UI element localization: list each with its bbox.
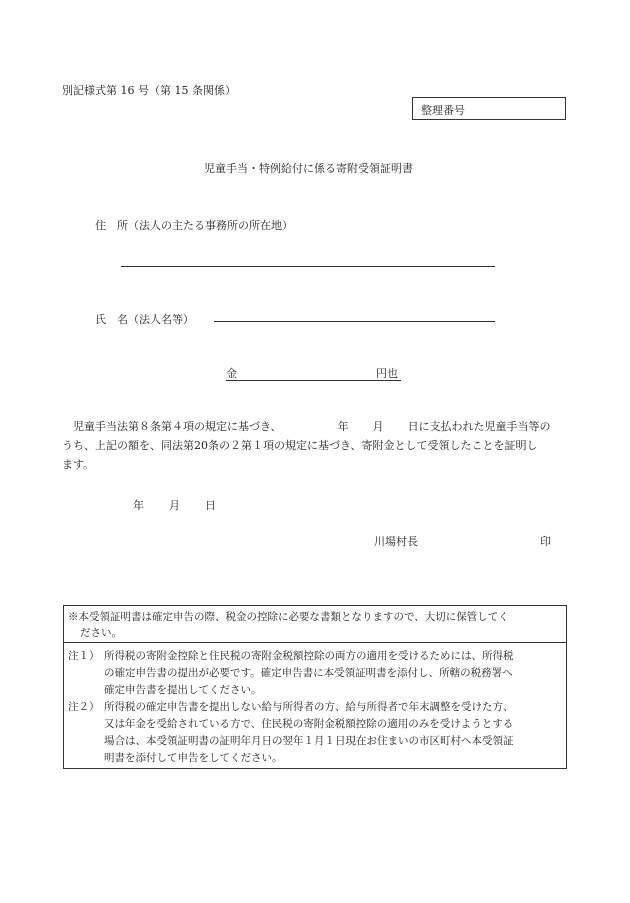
- caution-section: [64, 606, 566, 643]
- document-title: 児童手当・特例給付に係る寄附受領証明書: [204, 162, 413, 175]
- date-year: 年: [133, 499, 144, 512]
- caution-line-2: ださい。: [80, 627, 122, 639]
- certification-line-3: ます。: [62, 458, 95, 471]
- note2-line: 明書を添付して申告をしてください。: [104, 752, 283, 764]
- issuer-name: 川場村長: [374, 535, 418, 548]
- name-label: 氏 名（法人名等）: [95, 313, 194, 326]
- note1-line: 所得税の寄附金控除と住民税の寄附金税額控除の両方の適用を受けるためには、所得税: [104, 650, 514, 662]
- certification-line-1: [62, 417, 568, 436]
- seal-mark: 印: [540, 535, 551, 548]
- note1-label: 注１）: [68, 650, 100, 662]
- certification-line1-start: 児童手当法第８条第４項の規定に基づき、: [73, 420, 282, 433]
- note1-line: の確定申告書の提出が必要です。確定申告書に本受領証明書を添付し、所轄の税務署へ: [104, 667, 513, 679]
- amount-kin: 金: [226, 367, 237, 380]
- name-underline: [214, 321, 495, 322]
- reference-number-box: [412, 97, 566, 120]
- certification-day-suffix: 日に支払われた児童手当等の: [407, 420, 551, 433]
- address-label: 住 所（法人の主たる事務所の所在地）: [95, 219, 293, 232]
- amount-underline: [226, 380, 401, 381]
- note2-line: 場合は、本受領証明書の証明年月日の翌年１月１日現在お住まいの市区町村へ本受領証: [104, 735, 514, 747]
- date-month: 月: [169, 499, 180, 512]
- note1-line: 確定申告書を提出してください。: [104, 684, 262, 696]
- certification-text: [62, 417, 568, 474]
- note2-line: 所得税の確定申告書を提出しない給与所得者の方、給与所得者で年末調整を受けた方、: [104, 701, 514, 713]
- note2-label: 注２）: [68, 701, 100, 713]
- certification-line-2: うち、上記の額を、同法第20条の２第１項の規定に基づき、寄附金として受領したことを証明し: [62, 439, 538, 452]
- reference-number-label: 整理番号: [421, 104, 465, 117]
- address-underline: [121, 266, 495, 267]
- certification-year: 年: [337, 420, 349, 433]
- certification-month: 月: [372, 420, 384, 433]
- date-day: 日: [205, 499, 216, 512]
- form-number: 別記様式第 16 号（第 15 条関係）: [62, 84, 236, 97]
- amount-yen: 円也: [376, 367, 398, 380]
- notes-box: [63, 605, 567, 769]
- note2-line: 又は年金を受給されている方で、住民税の寄附金税額控除の適用のみを受けようとする: [104, 718, 514, 730]
- caution-line-1: ※本受領証明書は確定申告の際、税金の控除に必要な書類となりますので、大切に保管してく: [68, 611, 509, 623]
